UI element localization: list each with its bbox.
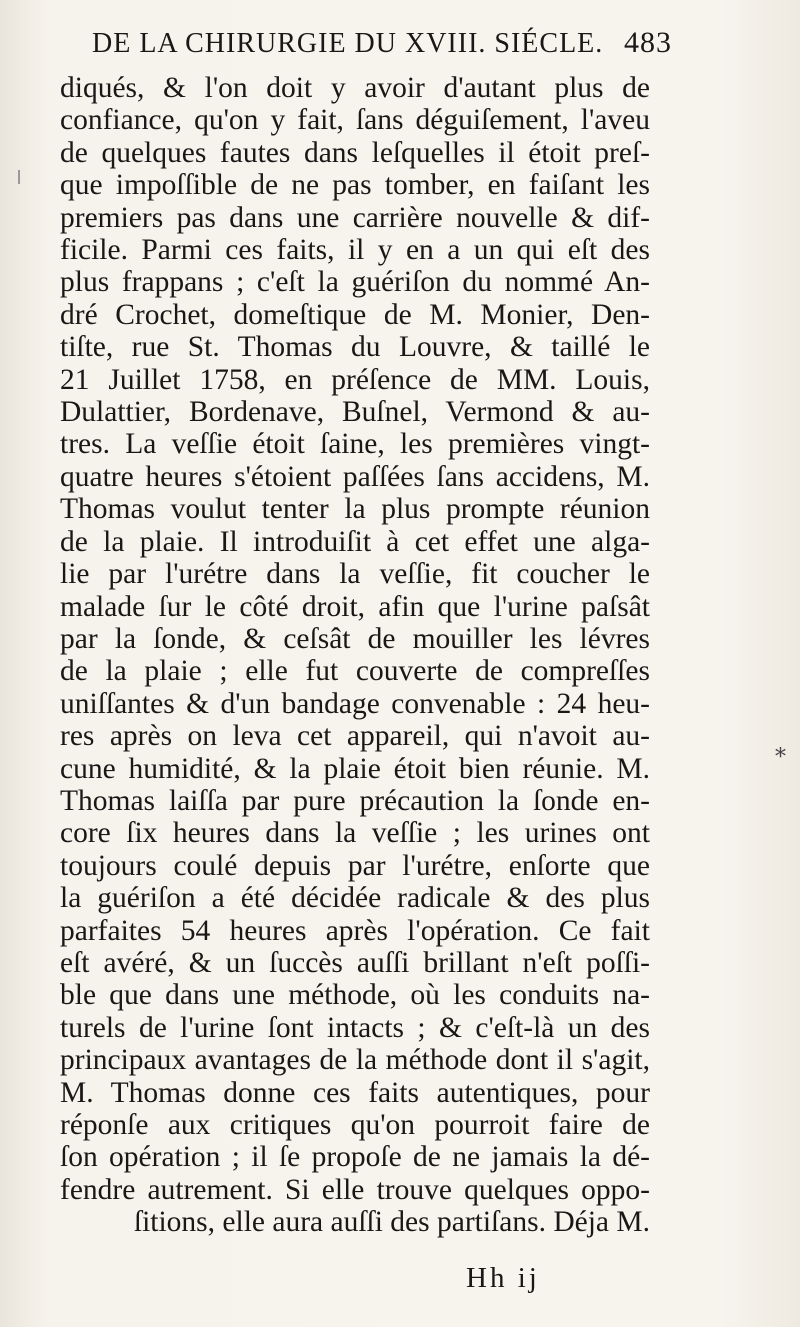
- text-line: premiers pas dans une carrière nouvelle & dif-: [60, 201, 650, 234]
- text-line: ſon opération ; il ſe propoſe de ne jamais la dé-: [60, 1141, 650, 1174]
- text-line: tres. La veſſie étoit ſaine, les premières vingt-: [60, 428, 650, 461]
- body-text: [60, 72, 650, 1239]
- text-line: M. Thomas donne ces faits autentiques, pour: [60, 1076, 650, 1109]
- text-line: réponſe aux critiques qu'on pourroit faire de: [60, 1109, 650, 1141]
- running-head: [92, 26, 672, 60]
- margin-mark-left: [18, 170, 20, 184]
- text-line: malade ſur le côté droit, afin que l'urine paſsât: [60, 590, 650, 623]
- text-line: de la plaie ; elle fut couverte de compreſſes: [60, 655, 650, 688]
- text-line: ſitions, elle aura auſſi des partiſans. Déja M.: [133, 1206, 650, 1239]
- margin-star-mark: *: [775, 745, 786, 770]
- text-line: de la plaie. Il introduiſit à cet effet une alga-: [60, 525, 650, 558]
- text-line: tiſte, rue St. Thomas du Louvre, & taillé le: [60, 331, 650, 364]
- text-line: fendre autrement. Si elle trouve quelques oppo-: [60, 1173, 650, 1206]
- text-line: de quelques fautes dans leſquelles il étoit preſ-: [60, 136, 650, 169]
- text-line: par la ſonde, & ceſsât de mouiller les lévres: [60, 622, 650, 655]
- text-line: eſt avéré, & un ſuccès auſſi brillant n'eſt poſſi-: [60, 946, 650, 979]
- text-line: confiance, qu'on y fait, ſans déguiſement, l'aveu: [60, 104, 650, 137]
- text-line: uniſſantes & d'un bandage convenable : 24 heu-: [60, 687, 650, 720]
- text-line: principaux avantages de la méthode dont il s'agit,: [60, 1044, 650, 1077]
- text-line: parfaites 54 heures après l'opération. Ce fait: [60, 914, 650, 947]
- text-line: res après on leva cet appareil, qui n'avoit au-: [60, 720, 650, 753]
- text-line: Thomas voulut tenter la plus prompte réunion: [60, 493, 650, 526]
- text-line: ficile. Parmi ces faits, il y en a un qui eſt des: [60, 234, 650, 267]
- text-line: ble que dans une méthode, où les conduits na-: [60, 979, 650, 1012]
- text-line: plus frappans ; c'eſt la guériſon du nommé An-: [60, 266, 650, 299]
- text-line: toujours coulé depuis par l'urétre, enſorte que: [60, 849, 650, 882]
- text-line: core ſix heures dans la veſſie ; les urines ont: [60, 817, 650, 850]
- text-line: Thomas laiſſa par pure précaution la ſonde en-: [60, 784, 650, 817]
- text-line: lie par l'urétre dans la veſſie, fit coucher le: [60, 558, 650, 591]
- text-line: dré Crochet, domeſtique de M. Monier, Den-: [60, 298, 650, 331]
- signature-mark: Hh ij: [466, 1262, 540, 1294]
- running-head-title: DE LA CHIRURGIE DU XVIII. SIÉCLE.: [92, 28, 604, 59]
- text-line: que impoſſible de ne pas tomber, en faiſant les: [60, 169, 650, 202]
- text-line: turels de l'urine ſont intacts ; & c'eſt-là un des: [60, 1011, 650, 1044]
- text-line: 21 Juillet 1758, en préſence de MM. Louis,: [60, 363, 650, 396]
- text-line: diqués, & l'on doit y avoir d'autant plus de: [60, 72, 650, 104]
- text-line: cune humidité, & la plaie étoit bien réunie. M.: [60, 752, 650, 785]
- page-number: 483: [624, 26, 672, 59]
- text-line: la guériſon a été décidée radicale & des plus: [60, 882, 650, 915]
- text-line: Dulattier, Bordenave, Buſnel, Vermond & au-: [60, 396, 650, 429]
- text-line: quatre heures s'étoient paſſées ſans accidens, M.: [60, 460, 650, 493]
